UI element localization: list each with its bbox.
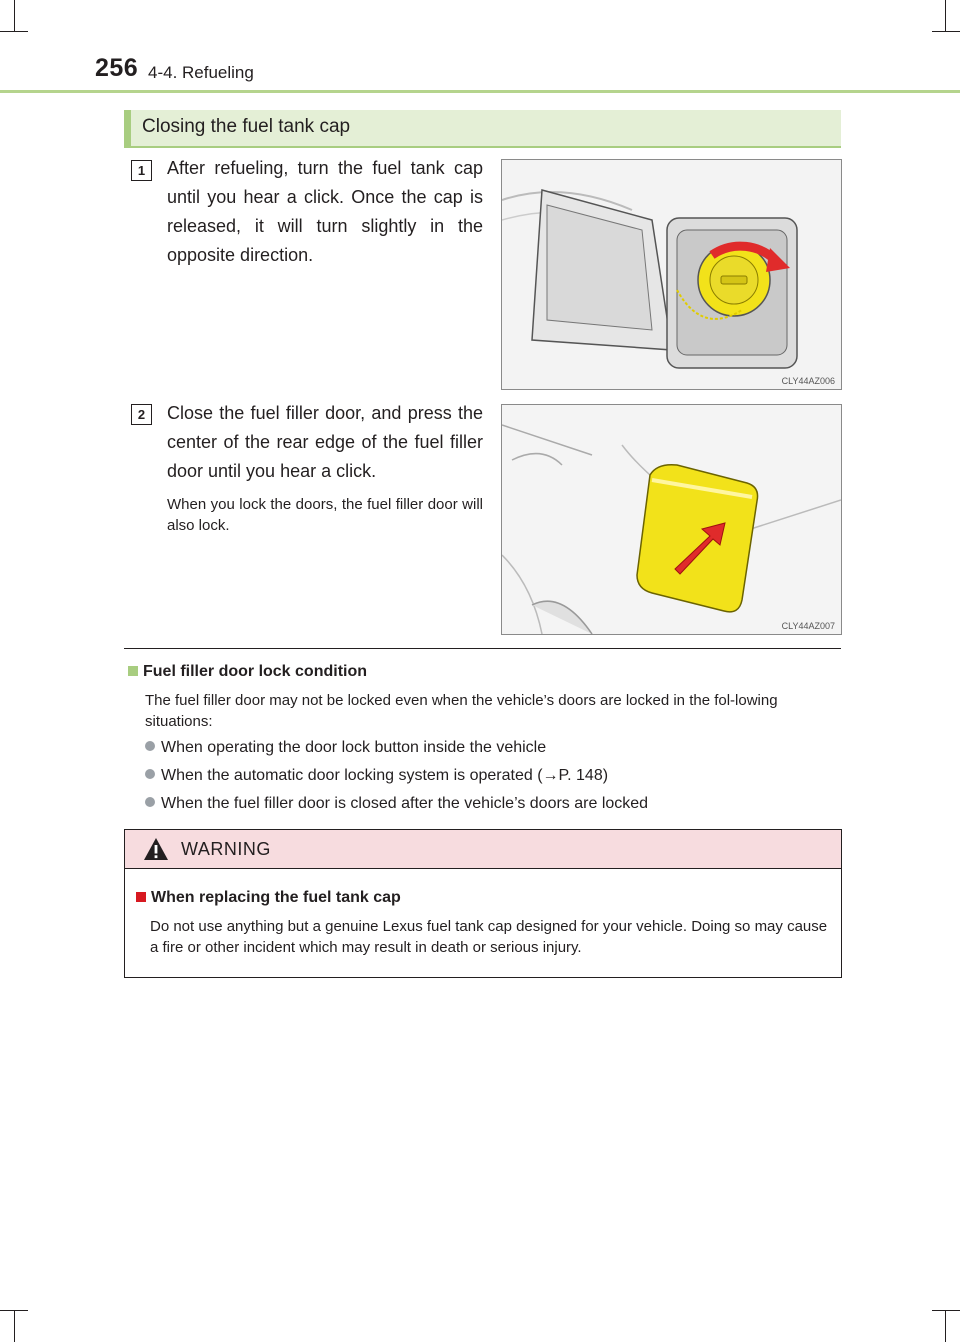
filler-door-illustration	[502, 405, 841, 634]
list-item: When the fuel filler door is closed after the vehicle’s doors are locked	[145, 795, 648, 813]
figure-code: CLY44AZ007	[781, 621, 835, 631]
page-number: 256	[95, 54, 139, 82]
bullet-dot-icon	[145, 741, 155, 751]
square-bullet-icon	[136, 892, 146, 902]
warning-title: WARNING	[181, 839, 271, 859]
figure-fuel-cap	[501, 159, 842, 390]
bullet-dot-icon	[145, 797, 155, 807]
step-number-2: 2	[131, 404, 152, 425]
crop-mark	[945, 0, 946, 31]
heading-accent	[124, 110, 131, 146]
fuel-cap-illustration	[502, 160, 841, 389]
figure-filler-door	[501, 404, 842, 635]
step-text-1: After refueling, turn the fuel tank cap until you hear a click. Once the cap is released, it will turn slightly in the opposite direction.	[167, 158, 483, 265]
section-heading	[124, 110, 841, 148]
step-number-1: 1	[131, 160, 152, 181]
list-item: When the automatic door locking system is operated (→P. 148)	[145, 767, 608, 785]
step-note-2: When you lock the doors, the fuel filler door will also lock.	[167, 496, 483, 534]
header-rule	[0, 90, 960, 93]
page-header	[95, 54, 855, 90]
crop-mark	[14, 1310, 15, 1342]
crop-mark	[932, 31, 960, 32]
square-bullet-icon	[128, 666, 138, 676]
step-text-2: Close the fuel filler door, and press the center of the rear edge of the fuel filler door until you hear a click.	[167, 403, 483, 481]
bullet-dot-icon	[145, 769, 155, 779]
crop-mark	[0, 31, 28, 32]
lock-condition-intro: The fuel filler door may not be locked even when the vehicle’s doors are locked in the fol-lowing situations:	[145, 692, 778, 730]
lock-condition-heading: Fuel filler door lock condition	[128, 663, 367, 681]
warning-box	[124, 829, 842, 978]
crop-mark	[932, 1310, 960, 1311]
section-divider	[124, 648, 841, 649]
heading-title: Closing the fuel tank cap	[142, 116, 351, 137]
warning-header	[125, 830, 841, 869]
warning-triangle-icon	[143, 837, 169, 861]
section-title: 4-4. Refueling	[148, 63, 254, 82]
figure-code: CLY44AZ006	[781, 376, 835, 386]
crop-mark	[945, 1310, 946, 1342]
warning-heading: When replacing the fuel tank cap	[136, 889, 401, 907]
list-item: When operating the door lock button inside the vehicle	[145, 739, 546, 757]
crop-mark	[14, 0, 15, 31]
warning-text: Do not use anything but a genuine Lexus fuel tank cap designed for your vehicle. Doing so may cause a fire or other incident which may result in death or serious injury.	[150, 918, 828, 956]
